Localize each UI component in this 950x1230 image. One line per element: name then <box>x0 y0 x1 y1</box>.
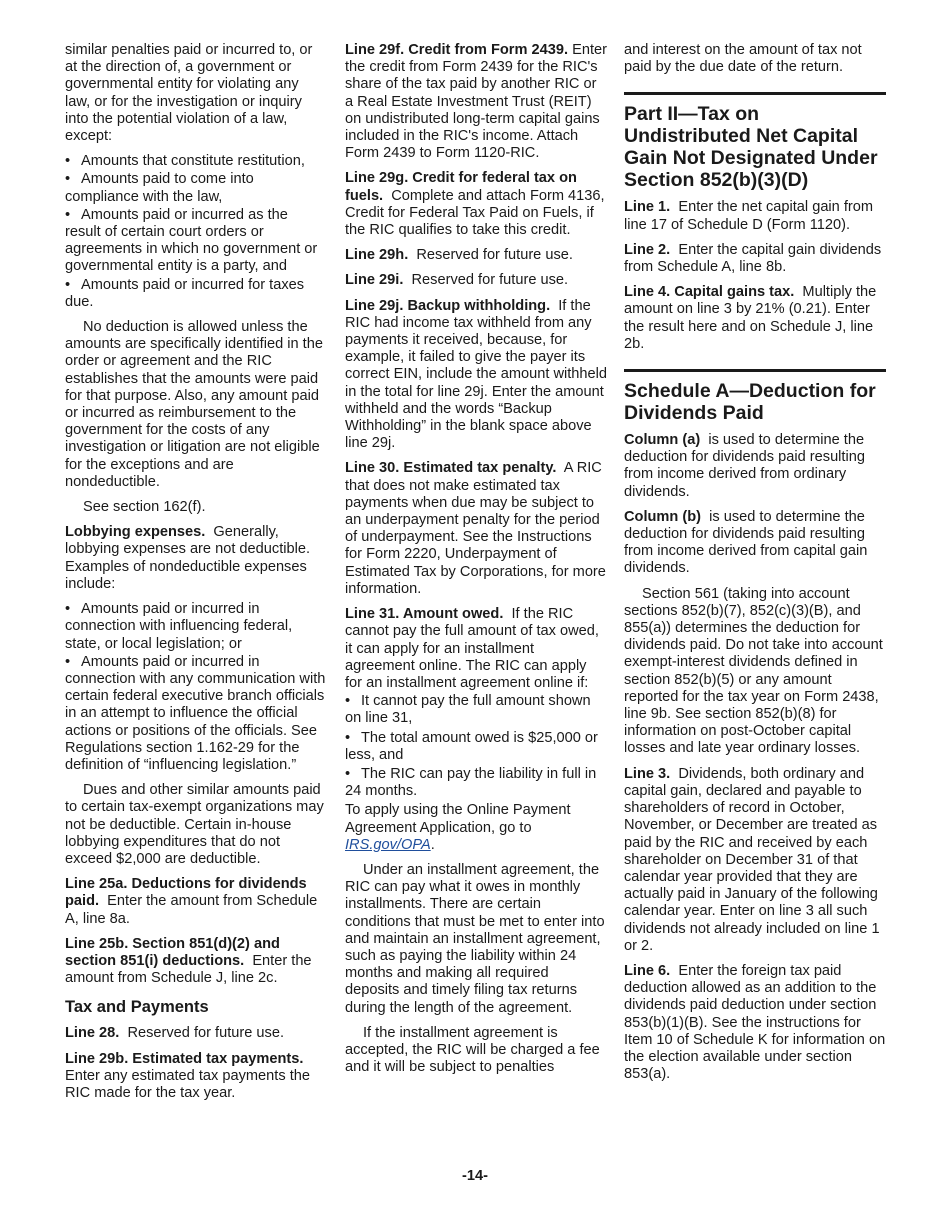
installment-paragraph: Under an installment agreement, the RIC can pay what it owes in monthly installments. There are certain conditions that must be met to enter into and maintain an installment agreement, such as paying the liability within 24 months and making all required deposits and timely filing tax returns during the length of the agreement. <box>345 861 605 1016</box>
list-item: • Amounts paid or incurred for taxes due. <box>65 276 305 310</box>
tax-payments-heading: Tax and Payments <box>65 998 209 1017</box>
part-2-heading: Part II—Tax on Undistributed Net Capital Gain Not Designated Under Section 852(b)(3)(D) <box>624 92 886 191</box>
line-29g-paragraph: Line 29g. Credit for federal tax on fuels. Complete and attach Form 4136, Credit for Federal Tax Paid on Fuels, if the RIC qualifies to take this credit. <box>345 170 605 239</box>
line-25a-paragraph: Line 25a. Deductions for dividends paid. Enter the amount from Schedule A, line 8a. <box>65 876 318 927</box>
list-item: • Amounts paid or incurred in connection with any communication with certain federal executive branch officials in an attempt to influence the official actions or positions of the officials. See Regulations section 1.162-29 for the definition of “influencing legislation.” <box>65 653 326 773</box>
list-item: • Amounts paid or incurred as the result of certain court orders or agreements in which no government or governmental entity is a party, and <box>65 206 318 275</box>
line-29f-paragraph: Line 29f. Credit from Form 2439. Enter the credit from Form 2439 for the RIC's share of the tax paid by another RIC or a Real Estate Investment Trust (REIT) on undistributed long-term capital gains included in the RIC's income. Attach Form 2439 to Form 1120-RIC. <box>345 42 607 162</box>
line-1-paragraph: Line 1. Enter the net capital gain from line 17 of Schedule D (Form 1120). <box>624 199 874 233</box>
column-b-paragraph: Column (b) is used to determine the deduction for dividends paid resulting from income derived from capital gain dividends. <box>624 508 868 577</box>
line-29b-paragraph: Line 29b. Estimated tax payments. Enter any estimated tax payments the RIC made for the tax year. <box>65 1050 310 1101</box>
dues-paragraph: Dues and other similar amounts paid to certain tax-exempt organizations may not be deductible. Certain in-house lobbying expenditures that do not exceed $2,000 are deductible. <box>65 782 324 867</box>
section-561-paragraph: Section 561 (taking into account sections 852(b)(7), 852(c)(3)(B), and 855(a)) determines the deduction for dividends paid. Do not take into account exempt-interest dividends defined in section 852(b)(5) or any amount reported for the tax year on Form 2438, line 9b. See section 852(b)(8) for information on post-October capital losses and late year ordinary losses. <box>624 585 883 757</box>
line-29h-paragraph: Line 29h. Reserved for future use. <box>345 247 573 264</box>
list-item: • Amounts that constitute restitution, <box>65 153 305 170</box>
continued-paragraph: and interest on the amount of tax not paid by the due date of the return. <box>624 42 862 76</box>
column-3 <box>624 42 886 1091</box>
line-29j-paragraph: Line 29j. Backup withholding. If the RIC had income tax withheld from any payments it received, because, for example, it failed to give the payer its correct EIN, include the amount withheld in the total for line 29j. Enter the amount withheld and the words “Backup Withholding” in the blank space above line 29j. <box>345 297 608 452</box>
intro-paragraph: similar penalties paid or incurred to, or at the direction of, a government or governmental entity for violating any law, or for the investigation or inquiry into the potential violation of a law, except: <box>65 42 313 145</box>
page-number: -14- <box>462 1168 488 1184</box>
line-4-paragraph: Line 4. Capital gains tax. Multiply the amount on line 3 by 21% (0.21). Enter the result here and on Schedule J, line 2b. <box>624 284 877 352</box>
line-2-paragraph: Line 2. Enter the capital gain dividends from Schedule A, line 8b. <box>624 241 882 276</box>
line-28-paragraph: Line 28. Reserved for future use. <box>65 1025 285 1042</box>
line-31-paragraph: Line 31. Amount owed. If the RIC cannot pay the full amount of tax owed, it can apply for an installment agreement online. The RIC can apply for an installment agreement online if: <box>345 606 599 691</box>
list-item: • The RIC can pay the liability in full in 24 months. <box>345 765 597 800</box>
column-2 <box>345 42 607 1084</box>
line-25b-paragraph: Line 25b. Section 851(d)(2) and section 851(i) deductions. Enter the amount from Schedule J, line 2c. <box>65 935 312 987</box>
line-6-paragraph: Line 6. Enter the foreign tax paid deduction allowed as an addition to the dividends paid deduction under section 853(b)(1)(B). See the instructions for Item 10 of Schedule K for information on the election available under section 853(a). <box>624 962 886 1083</box>
list-item: • Amounts paid or incurred in connection with influencing federal, state, or local legislation; or <box>65 601 293 652</box>
list-item: • It cannot pay the full amount shown on line 31, <box>345 693 591 727</box>
irs-opa-link[interactable]: IRS.gov/OPA <box>345 836 431 853</box>
list-item: • The total amount owed is $25,000 or less, and <box>345 729 598 763</box>
line-3-paragraph: Line 3. Dividends, both ordinary and capital gain, declared and payable to shareholders of record in October, November, or December are treated as paid by the RIC and received by each shareholder on December 31 of that calendar year provided that they are actually paid in January of the following calendar year. Enter on line 3 all such dividends not already included on line 1 or 2. <box>624 765 880 954</box>
list-item: • Amounts paid to come into compliance with the law, <box>65 171 254 205</box>
apply-paragraph: To apply using the Online Payment Agreement Application, go to IRS.gov/OPA. <box>345 802 571 853</box>
line-30-paragraph: Line 30. Estimated tax penalty. A RIC that does not make estimated tax payments when due may be subject to an underpayment penalty for the period of underpayment. See the Instructions for Form 2220, Underpayment of Estimated Tax by Corporations, for more information. <box>345 460 606 597</box>
column-1 <box>65 42 327 1110</box>
no-deduction-paragraph: No deduction is allowed unless the amounts are specifically identified in the order or agreement and the RIC establishes that the amounts were paid for that purpose. Also, any amount paid or incurred as reimbursement to the government for the costs of any investigation or litigation are not eligible for the exceptions and are nondeductible. <box>65 319 323 490</box>
column-a-paragraph: Column (a) is used to determine the deduction for dividends paid resulting from income derived from ordinary dividends. <box>624 432 865 500</box>
schedule-a-heading: Schedule A—Deduction for Dividends Paid <box>624 369 886 424</box>
accepted-paragraph: If the installment agreement is accepted, the RIC will be charged a fee and it will be subject to penalties <box>345 1024 600 1076</box>
line-29i-paragraph: Line 29i. Reserved for future use. <box>345 272 569 289</box>
lobbying-paragraph: Lobbying expenses. Generally, lobbying expenses are not deductible. Examples of nondeductible expenses include: <box>65 524 311 592</box>
see-section-paragraph: See section 162(f). <box>83 499 206 516</box>
